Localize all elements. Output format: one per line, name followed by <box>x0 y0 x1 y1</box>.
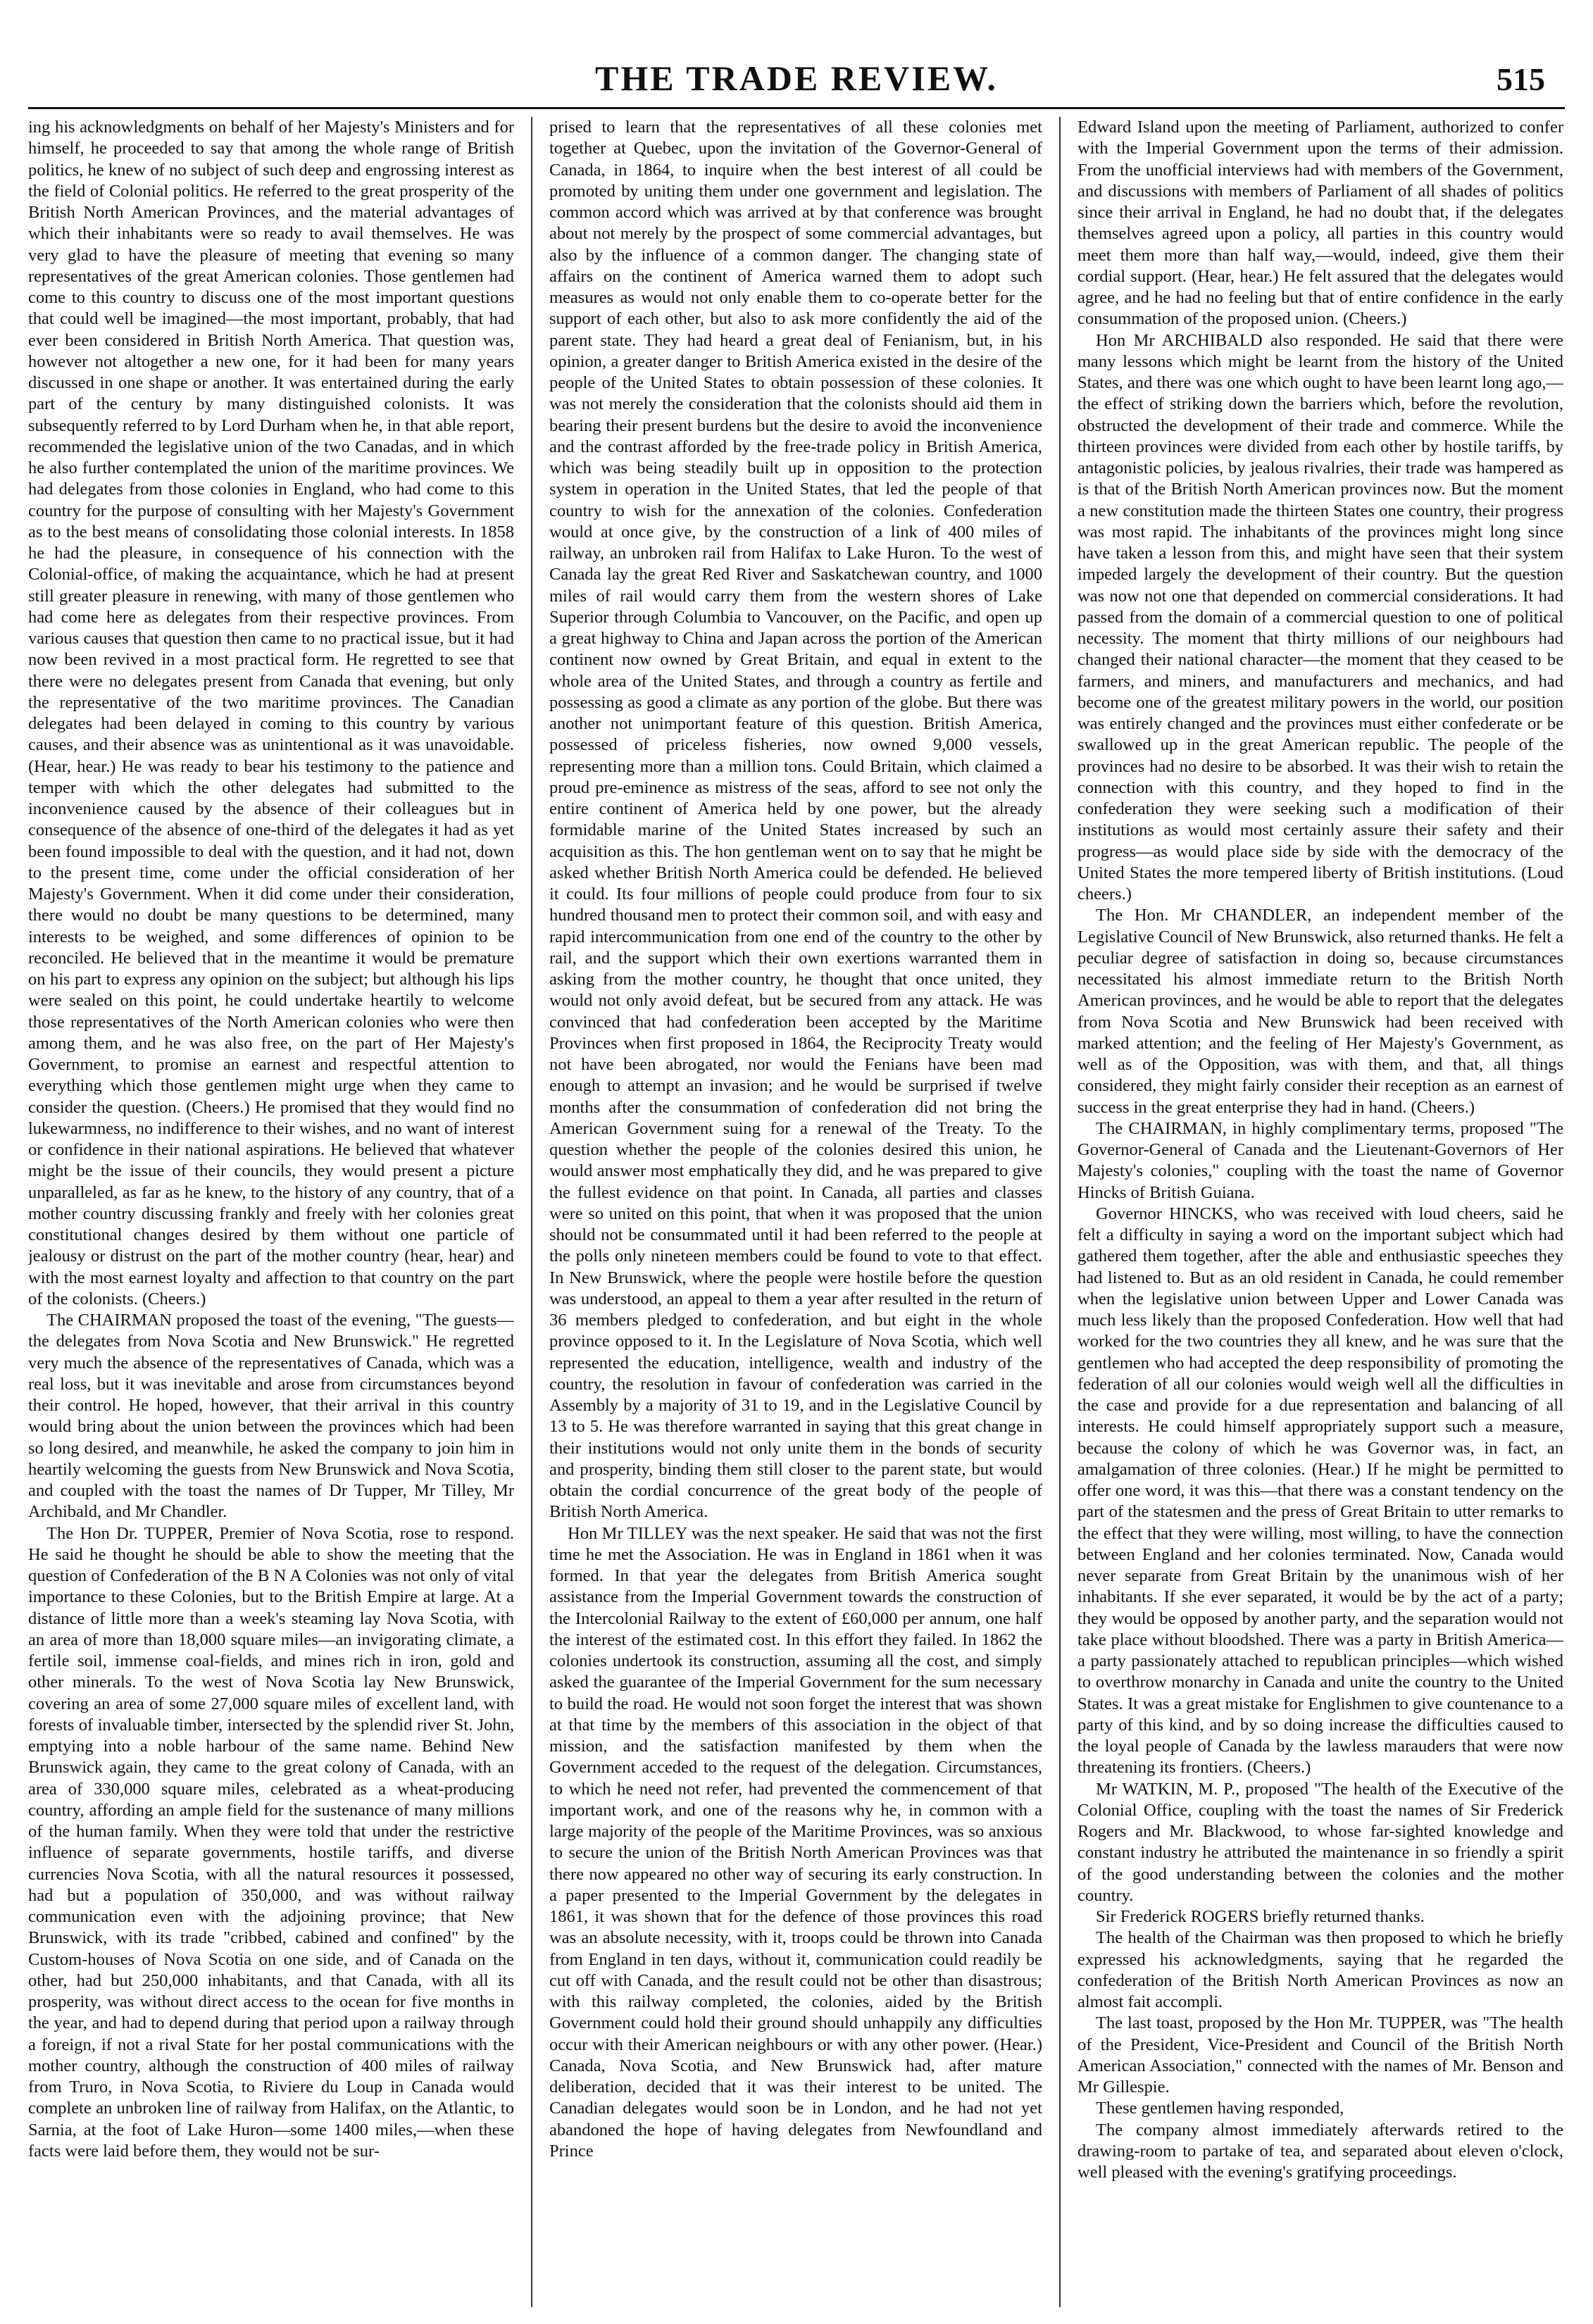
column-rule <box>1059 117 1061 2307</box>
header-rule <box>28 107 1565 109</box>
paragraph: The CHAIRMAN, in highly complimentary terms, proposed "The Governor-General of Canada and the Lieutenant-Governors of Her Majesty's colonies," coupling with the toast the name of Governor Hincks of British Guiana. <box>1077 1118 1563 1202</box>
paragraph: Sir Frederick ROGERS briefly returned thanks. <box>1096 1907 1425 1926</box>
column-rule <box>531 117 532 2307</box>
paragraph: The company almost immediately afterwards retired to the drawing-room to partake of tea, and separated about eleven o'clock, well pleased with the evening's gratifying proceedings. <box>1077 2120 1563 2182</box>
page-title: THE TRADE REVIEW. <box>595 58 998 98</box>
paragraph: These gentlemen having responded, <box>1096 2099 1344 2118</box>
paragraph: Hon Mr TILLEY was the next speaker. He said that was not the first time he met the Association. He was in England in 1861 when it was formed. In that year the delegates from British America sought assistance from the Imperial Government towards the construction of the Intercolonial Railway to the extent of £60,000 per annum, one half the interest of the estimated cost. In this effort they failed. In 1862 the colonies undertook its construction, assuming all the cost, and simply asked the guarantee of the Imperial Government for the sum necessary to build the road. He would not soon forget the interest that was shown at that time by the members of this association in the object of that mission, and the satisfaction manifested by them when the Government acceded to the request of the delegation. Circumstances, to which he need not refer, had prevented the commencement of that important work, and one of the reasons why he, in common with a large majority of the people of the Maritime Provinces, was so anxious to secure the union of the British North American Provinces was that there now appeared no other way of securing its early construction. In a paper presented to the Imperial Government by the delegates in 1861, it was shown that for the defence of those provinces this road was an absolute necessity, with it, troops could be thrown into Canada from England in ten days, without it, communication could readily be cut off with Canada, and the result could not be other than disastrous; with this railway completed, the colonies, aided by the British Government could hold their ground should unhappily any difficulties occur with their American neighbours or with any other power. (Hear.) Canada, Nova Scotia, and New Brunswick had, after mature deliberation, decided that it was their interest to be united. The Canadian delegates would soon be in London, and he had not yet abandoned the hope of having delegates from Newfoundland and Prince <box>549 1523 1042 2161</box>
paragraph: prised to learn that the representatives of all these colonies met together at Quebec, upon the invitation of the Governor-General of Canada, in 1864, to inquire when the best interest of all could be promoted by uniting them under one government and legislation. The common accord which was arrived at by that conference was brought about not merely by the prospect of some commercial advantages, but also by the influence of a common danger. The changing state of affairs on the continent of America warned them to adopt such measures as would not only enable them to co-operate better for the support of each other, but also to ask more confidently the aid of the parent state. They had heard a great deal of Fenianism, but, in his opinion, a greater danger to British America existed in the desire of the people of the United States to obtain possession of these colonies. It was not merely the consideration that the colonists should aid them in bearing their present burdens but the desire to avoid the inconvenience and the contrast afforded by the free-trade policy in British America, which was being steadily built up in opposition to the protection system in operation in the United States, that led the people of that country to wish for the annexation of the colonies. Confederation would at once give, by the construction of a link of 400 miles of railway, an unbroken rail from Halifax to Lake Huron. To the west of Canada lay the great Red River and Saskatchewan country, and 1000 miles of rail would carry them from the western shores of Lake Superior through Columbia to Vancouver, on the Pacific, and open up a great highway to China and Japan across the portion of the American continent now owned by Great Britain, and equal in extent to the whole area of the United States, and through a country as fertile and possessing as good a climate as any portion of the globe. But there was another not unimportant feature of this question. British America, possessed of priceless fisheries, now owned 9,000 vessels, representing more than a million tons. Could Britain, which claimed a proud pre-eminence as mistress of the seas, afford to see not only the entire continent of America held by one power, but the already formidable marine of the United States increased by such an acquisition as this. The hon gentleman went on to say that he might be asked whether British North America could be defended. He believed it could. Its four millions of people could produce from four to six hundred thousand men to protect their common soil, and with easy and rapid intercommunication from one end of the country to the other by rail, and the support which their own exertions warranted them in asking from the mother country, he thought that once united, they would not only avoid defeat, but be secured from any attack. He was convinced that had confederation been accepted by the Maritime Provinces when first proposed in 1864, the Reciprocity Treaty would not have been abrogated, nor would the Fenians have been mad enough to attempt an invasion; and he would be surprised if twelve months after the consummation of confederation did not bring the American Government suing for a renewal of the Treaty. To the question whether the people of the colonies desired this union, he would answer most emphatically they did, and he was prepared to give the fullest evidence on that point. In Canada, all parties and classes were so united on this point, that when it was proposed that the union should not be consummated until it had been referred to the people at the polls only nineteen members could be found to vote to that effect. In New Brunswick, where the people were hostile before the question was understood, an appeal to them a year after resulted in the return of 36 members pledged to confederation, and but eight in the whole province opposed to it. In the Legislature of Nova Scotia, which well represented the education, intelligence, wealth and industry of the country, the resolution in favour of confederation was carried in the Assembly by a majority of 31 to 19, and in the Legislative Council by 13 to 5. He was therefore warranted in saying that this great change in their institutions would not only unite them in the bonds of security and prosperity, binding them still closer to the parent state, but would obtain the cordial concurrence of the great body of the people of British North America. <box>549 118 1042 1522</box>
text-column-1 <box>28 117 514 2307</box>
paragraph: Mr WATKIN, M. P., proposed "The health of the Executive of the Colonial Office, coupling with the toast the names of Sir Frederick Rogers and Mr. Blackwood, to whose far-sighted knowledge and constant industry he attributed the maintenance in so friendly a spirit of the good understanding between the colonies and the mother country. <box>1077 1779 1563 1905</box>
paragraph: ing his acknowledgments on behalf of her Majesty's Ministers and for himself, he proceeded to say that among the whole range of British politics, he knew of no subject of such deep and engrossing interest as the field of Colonial politics. He referred to the great prosperity of the British North American Provinces, and the material advantages of which their inhabitants were so ready to avail themselves. He was very glad to have the pleasure of meeting that evening so many representatives of the great American colonies. Those gentlemen had come to this country to discuss one of the most important questions that could well be imagined—the most important, probably, that had ever been considered in British North America. That question was, however not altogether a new one, for it had been for many years discussed in one shape or another. It was entertained during the early part of the century by many distinguished colonists. It was subsequently referred to by Lord Durham when he, in that able report, recommended the legislative union of the two Canadas, and in which he also further contemplated the union of the maritime provinces. We had delegates from those colonies in England, who had come to this country for the purpose of consulting with her Majesty's Government as to the best means of consolidating those colonial interests. In 1858 he had the pleasure, in consequence of his connection with the Colonial-office, of making the acquaintance, which he had at present still greater pleasure in renewing, with many of those gentlemen who had come here as delegates from their respective provinces. From various causes that question then came to no practical issue, but it had now been revived in a most practical form. He regretted to see that there were no delegates present from Canada that evening, but only the representative of the two maritime provinces. The Canadian delegates had been delayed in coming to this country by various causes, and their absence was as unintentional as it was unavoidable. (Hear, hear.) He was ready to bear his testimony to the patience and temper with which the other delegates had submitted to the inconvenience caused by the absence of their colleagues but in consequence of the absence of one-third of the delegates it had as yet been found impossible to deal with the question, and it had not, down to the present time, come under the official consideration of her Majesty's Government. When it did come under their consideration, there would no doubt be many questions to be determined, many interests to be weighed, and some differences of opinion to be reconciled. He believed that in the meantime it would be premature on his part to express any opinion on the subject; but although his lips were sealed on this point, he could undertake heartily to welcome those representatives of the North American colonies who were then among them, and he was also free, on the part of Her Majesty's Government, to promise an earnest and respectful attention to everything which those gentlemen might urge when they came to consider the question. (Cheers.) He promised that they would find no lukewarmness, no indifference to their wishes, and no want of interest or confidence in their national aspirations. He believed that whatever might be the issue of their councils, they would present a picture unparalleled, as far as he knew, to the history of any country, that of a mother country discussing frankly and freely with her colonies great constitutional changes desired by them without one particle of jealousy or distrust on the part of the mother country (hear, hear) and with the most earnest loyalty and affection to that country on the part of the colonists. (Cheers.) <box>28 118 514 1308</box>
paragraph: The Hon Dr. TUPPER, Premier of Nova Scotia, rose to respond. He said he thought he should be able to show the meeting that the question of Confederation of the B N A Colonies was not only of vital importance to these Colonies, but to the British Empire at large. At a distance of little more than a week's steaming lay Nova Scotia, with an area of more than 18,000 square miles—an invigorating climate, a fertile soil, immense coal-fields, and mines rich in iron, gold and other minerals. To the west of Nova Scotia lay New Brunswick, covering an area of some 27,000 square miles of excellent land, with forests of invaluable timber, intersected by the splendid river St. John, emptying into a noble harbour of the same name. Behind New Brunswick again, they came to the great colony of Canada, with an area of 330,000 square miles, celebrated as a wheat-producing country, affording an ample field for the sustenance of many millions of the human family. When they were told that under the restrictive influence of separate governments, hostile tariffs, and diverse currencies Nova Scotia, with all the natural resources it possessed, had but a population of 350,000, and was without railway communication even with the adjoining province; that New Brunswick, with its trade "cribbed, cabined and confined" by the Custom-houses of Nova Scotia on one side, and of Canada on the other, had but 250,000 inhabitants, and that Canada, with all its prosperity, was without direct access to the ocean for five months in the year, and had to depend during that period upon a railway through a foreign, if not a rival State for her postal communications with the mother country, although the construction of 400 miles of railway from Truro, in Nova Scotia, to Riviere du Loup in Canada would complete an unbroken line of railway from Halifax, on the Atlantic, to Sarnia, at the foot of Lake Huron—some 1400 miles,—when these facts were laid before them, they would not be sur- <box>28 1523 514 2161</box>
text-column-2 <box>549 117 1042 2307</box>
paragraph: Edward Island upon the meeting of Parliament, authorized to confer with the Imperial Government upon the terms of their admission. From the unofficial interviews had with members of the Government, and discussions with members of Parliament of all shades of politics since their arrival in England, he had no doubt that, if the delegates themselves agreed upon a policy, all parties in this country would meet them more than half way,—would, indeed, give them their cordial support. (Hear, hear.) He felt assured that the delegates would agree, and he had no feeling but that of entire confidence in the early consummation of the proposed union. (Cheers.) <box>1077 118 1563 329</box>
paragraph: The Hon. Mr CHANDLER, an independent member of the Legislative Council of New Brunswick, also returned thanks. He felt a peculiar degree of satisfaction in doing so, because circumstances necessitated his almost immediate return to the British North American provinces, and he would be able to report that the delegates from Nova Scotia and New Brunswick had been received with marked attention; and the feeling of Her Majesty's Government, as well as of the Opposition, was with them, and that, all things considered, they might fairly consider their reception as an earnest of success in the great enterprise they had in hand. (Cheers.) <box>1077 906 1563 1117</box>
paragraph: Hon Mr ARCHIBALD also responded. He said that there were many lessons which might be learnt from the history of the United States, and there was one which ought to have been learnt long ago,—the effect of striking down the barriers which, before the revolution, obstructed the development of their trade and commerce. While the thirteen provinces were divided from each other by hostile tariffs, by antagonistic policies, by jealous rivalries, their trade was hampered as is that of the British North American provinces now. But the moment a new constitution made the thirteen States one country, their progress was most rapid. The inhabitants of the provinces might long since have taken a lesson from this, and might have seen that their system impeded largely the development of their country. But the question was now not one that depended on commercial considerations. It had passed from the domain of a commercial question to one of political necessity. The moment that thirty millions of our neighbours had changed their national character—the moment that they ceased to be farmers, and miners, and manufacturers and mechanics, and had become one of the greatest military powers in the world, our position was entirely changed and the provinces must either confederate or be swallowed up in the great American republic. The people of the provinces had no desire to be absorbed. It was their wish to retain the connection with this country, and they hoped to find in the confederation they were seeking such a modification of their institutions as would most certainly assure their safety and their progress—as would place side by side with the democracy of the United States the more tempered liberty of British institutions. (Loud cheers.) <box>1077 330 1563 904</box>
paragraph: The last toast, proposed by the Hon Mr. TUPPER, was "The health of the President, Vice-President and Council of the British North American Association," connected with the names of Mr. Benson and Mr Gillespie. <box>1077 2013 1563 2097</box>
paragraph: The CHAIRMAN proposed the toast of the evening, "The guests—the delegates from Nova Scotia and New Brunswick." He regretted very much the absence of the representatives of Canada, which was a real loss, but it was inevitable and arose from circumstances beyond their control. He hoped, however, that their arrival in this country would bring about the union between the provinces which had been so long desired, and meanwhile, he asked the company to join him in heartily welcoming the guests from New Brunswick and Nova Scotia, and coupled with the toast the names of Dr Tupper, Mr Tilley, Mr Archibald, and Mr Chandler. <box>28 1311 514 1522</box>
paragraph: The health of the Chairman was then proposed to which he briefly expressed his acknowledgments, saying that he regarded the confederation of the British North American Provinces as now an almost fait accompli. <box>1077 1928 1563 2011</box>
paragraph: Governor HINCKS, who was received with loud cheers, said he felt a difficulty in saying a word on the important subject which had gathered them together, after the able and enthusiastic speeches they had listened to. But as an old resident in Canada, he could remember when the legislative union between Upper and Lower Canada was much less likely than the proposed Confederation. How well that had worked for the two countries they all knew, and he was sure that the gentlemen who had accepted the deep responsibility of promoting the federation of all our colonies would weigh well all the difficulties in the case and provide for a due representation and balancing of all interests. He could himself appropriately support such a measure, because the colony of which he was Governor was, in fact, an amalgamation of three colonies. (Hear.) If he might be permitted to offer one word, it was this—that there was a constant tendency on the part of the statesmen and the press of Great Britain to utter remarks to the effect that they were willing, most willing, to have the connection between England and her colonies terminated. Now, Canada would never separate from Great Britain by the unanimous wish of her inhabitants. If she ever separated, it would be by the act of a party; they would be opposed by another party, and the separation would not take place without bloodshed. There was a party in British America—a party passionately attached to republican principles—which wished to overthrow monarchy in Canada and unite the country to the United States. It was a great mistake for Englishmen to give countenance to a party of this kind, and by so doing increase the difficulties caused to the loyal people of Canada by the lawless marauders that were now threatening its frontiers. (Cheers.) <box>1077 1204 1563 1778</box>
page-number: 515 <box>1497 61 1545 97</box>
text-column-3 <box>1077 117 1563 2307</box>
